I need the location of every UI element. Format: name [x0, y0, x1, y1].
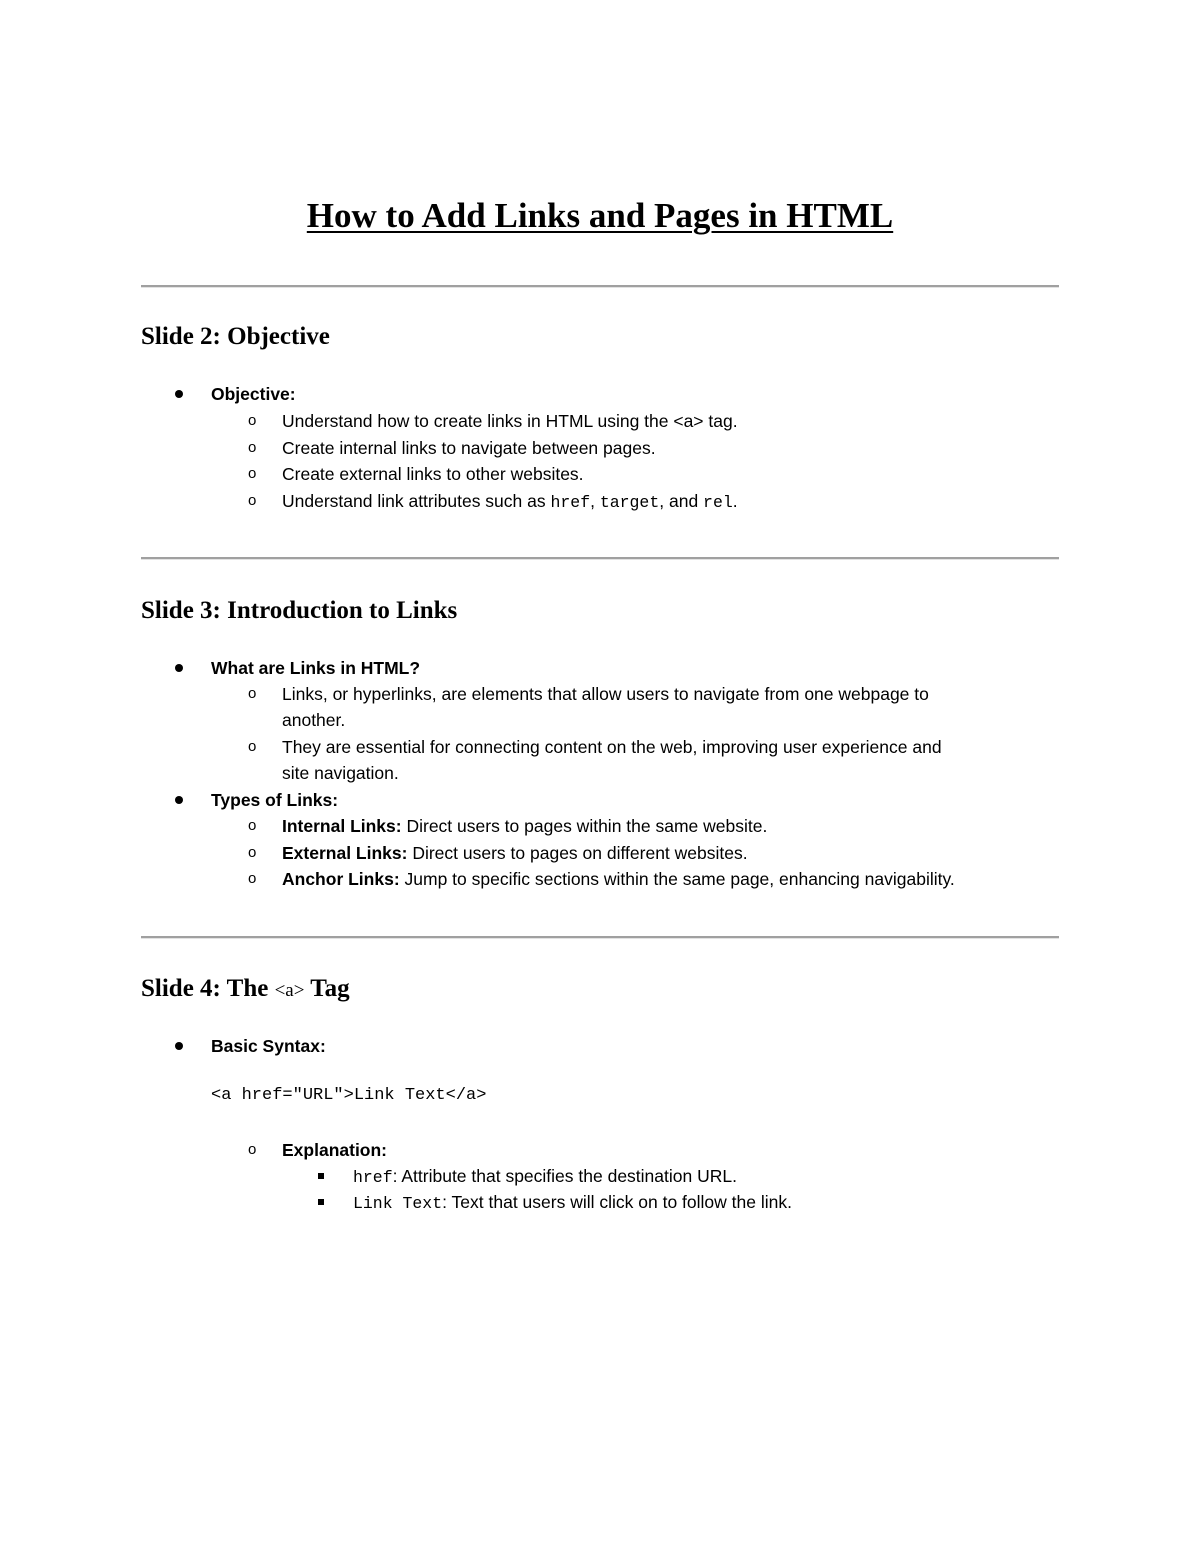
objective-item: Create external links to other websites. [282, 464, 584, 484]
links-importance-line: site navigation. [282, 763, 399, 783]
bullet-icon [175, 1042, 183, 1050]
bullet-icon [175, 796, 183, 804]
horizontal-rule [141, 285, 1059, 288]
code-target: target [599, 493, 660, 512]
section-heading-slide-3: Slide 3: Introduction to Links [141, 597, 458, 624]
links-definition-line: Links, or hyperlinks, are elements that allow users to navigate from one webpage to [282, 684, 929, 704]
links-importance-line: They are essential for connecting content on the web, improving user experience and [282, 737, 942, 757]
bullet-label-basic-syntax: Basic Syntax: [211, 1036, 326, 1056]
heading-tag-code: <a> [274, 980, 305, 1001]
circle-bullet-icon: o [248, 1141, 257, 1158]
circle-bullet-icon: o [248, 817, 257, 834]
page-title: How to Add Links and Pages in HTML [306, 196, 894, 235]
link-type-internal: Internal Links: Direct users to pages within the same website. [282, 816, 768, 836]
objective-item: Understand how to create links in HTML using the <a> tag. [282, 411, 738, 431]
link-type-anchor: Anchor Links: Jump to specific sections within the same page, enhancing navigability. [282, 869, 955, 889]
square-bullet-icon [318, 1173, 324, 1179]
horizontal-rule [141, 557, 1059, 560]
explanation-label: Explanation: [282, 1140, 388, 1160]
explanation-item-href: href: Attribute that specifies the destination URL. [353, 1166, 737, 1187]
bullet-label-what-are-links: What are Links in HTML? [211, 658, 421, 678]
circle-bullet-icon: o [248, 439, 257, 456]
code-rel: rel [703, 493, 733, 512]
circle-bullet-icon: o [248, 492, 257, 509]
section-heading-slide-4: Slide 4: The <a> Tag [141, 975, 350, 1002]
circle-bullet-icon: o [248, 870, 257, 887]
explanation-item-link-text: Link Text: Text that users will click on to follow the link. [353, 1192, 792, 1213]
section-heading-slide-2: Slide 2: Objective [141, 323, 330, 350]
circle-bullet-icon: o [248, 685, 257, 702]
bullet-icon [175, 664, 183, 672]
objective-item: Create internal links to navigate between pages. [282, 438, 656, 458]
circle-bullet-icon: o [248, 844, 257, 861]
circle-bullet-icon: o [248, 465, 257, 482]
circle-bullet-icon: o [248, 738, 257, 755]
square-bullet-icon [318, 1199, 324, 1205]
horizontal-rule [141, 936, 1059, 939]
links-definition-line: another. [282, 710, 346, 730]
bullet-icon [175, 390, 183, 398]
circle-bullet-icon: o [248, 412, 257, 429]
code-href: href [550, 493, 591, 512]
bullet-label-types-of-links: Types of Links: [211, 790, 339, 810]
bullet-label-objective: Objective: [211, 384, 296, 404]
link-type-external: External Links: Direct users to pages on different websites. [282, 843, 748, 863]
objective-item-attributes: Understand link attributes such as href, target, and rel. [282, 491, 738, 512]
code-example: <a href="URL">Link Text</a> [211, 1086, 487, 1105]
